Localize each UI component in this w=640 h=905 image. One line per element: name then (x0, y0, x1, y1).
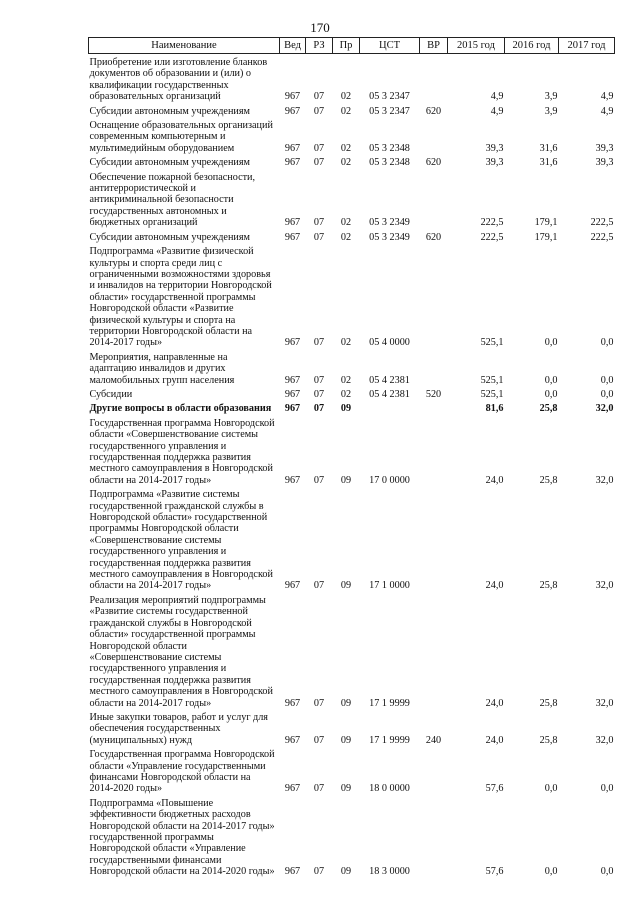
cell-cst: 05 4 2381 (369, 388, 410, 400)
cell-cst: 17 1 9999 (369, 697, 410, 709)
cell-rz: 07 (313, 231, 325, 243)
cell-y2016: 25,8 (539, 580, 558, 592)
cell-y2016: 25,8 (539, 474, 558, 486)
cell-ved: 967 (284, 580, 301, 592)
cell-rz: 07 (313, 697, 325, 709)
cell-y2015: 525,1 (480, 388, 504, 400)
cell-ved: 967 (284, 474, 301, 486)
header-name: Наименование (89, 38, 280, 54)
cell-y2017: 0,0 (600, 388, 614, 400)
cell-vr (420, 486, 448, 592)
cell-ved: 967 (284, 142, 301, 154)
cell-name: Подпрограмма «Повышение эффективности бюджетных расходов Новгородской области на 2014-2017 годы» государственной программы Новгородской области «Управление государственными финансами Новгородской области на 2014-2020 годы» (89, 797, 275, 878)
cell-pr: 09 (340, 403, 352, 415)
table-row (89, 795, 615, 878)
cell-y2016: 0,0 (544, 388, 558, 400)
cell-vr (420, 117, 448, 154)
cell-rz: 07 (313, 337, 325, 349)
cell-cst: 17 1 9999 (369, 734, 410, 746)
cell-y2015: 525,1 (480, 337, 504, 349)
cell-pr: 09 (340, 866, 352, 878)
cell-vr: 240 (425, 734, 442, 746)
cell-vr (420, 169, 448, 229)
cell-rz: 07 (313, 866, 325, 878)
cell-y2017: 32,0 (595, 697, 614, 709)
cell-y2015: 24,0 (485, 697, 504, 709)
header-2016: 2016 год (505, 38, 559, 54)
page-number: 170 (310, 20, 330, 35)
cell-y2015: 39,3 (485, 142, 504, 154)
cell-name: Субсидии автономным учреждениям (89, 231, 250, 243)
cell-name: Подпрограмма «Развитие физической культуры и спорта среди лиц с ограниченными возможностями здоровья и инвалидов на территории Новгородской области» государственной программы Новгородской области «Развитие физической культуры и спорта на территории Новгородской области на 2014-2017 годы» (89, 246, 272, 349)
cell-name: Подпрограмма «Развитие системы государственной гражданской службы в Новгородской области» государственной программы Новгородской области «Совершенствование системы государственного управления и государственная поддержка развития местного самоуправления в Новгородской области на 2014-2017 годы» (89, 489, 273, 592)
cell-ved: 967 (284, 866, 301, 878)
budget-table (88, 37, 615, 878)
table-row (89, 349, 615, 386)
cell-y2015: 24,0 (485, 734, 504, 746)
cell-y2016: 0,0 (544, 374, 558, 386)
cell-y2016: 3,9 (544, 91, 558, 103)
cell-vr (420, 592, 448, 709)
cell-y2016: 3,9 (544, 105, 558, 117)
cell-y2015: 57,6 (485, 866, 504, 878)
cell-pr: 09 (340, 474, 352, 486)
cell-y2017: 0,0 (600, 374, 614, 386)
cell-name: Государственная программа Новгородской области «Совершенствование системы государственного управления и государственная поддержка развития местного самоуправления в Новгородской области на 2014-2017 годы» (89, 417, 275, 486)
header-vr: ВР (420, 38, 448, 54)
cell-y2015: 81,6 (485, 403, 504, 415)
cell-y2015: 24,0 (485, 474, 504, 486)
cell-pr: 02 (340, 91, 352, 103)
cell-cst: 05 3 2347 (369, 91, 410, 103)
cell-y2016: 25,8 (539, 697, 558, 709)
cell-y2016: 179,1 (534, 217, 558, 229)
cell-cst (360, 400, 420, 414)
cell-vr (420, 795, 448, 878)
cell-vr (420, 243, 448, 349)
cell-y2017: 222,5 (590, 231, 614, 243)
table-row (89, 54, 615, 103)
cell-ved: 967 (284, 388, 301, 400)
cell-pr: 09 (340, 580, 352, 592)
cell-cst: 05 3 2348 (369, 142, 410, 154)
table-body (89, 54, 615, 878)
cell-rz: 07 (313, 105, 325, 117)
cell-name: Субсидии автономным учреждениям (89, 157, 250, 169)
header-pr: Пр (333, 38, 360, 54)
cell-cst: 18 0 0000 (369, 783, 410, 795)
table-row (89, 103, 615, 117)
cell-y2015: 24,0 (485, 580, 504, 592)
cell-y2015: 525,1 (480, 374, 504, 386)
cell-y2015: 222,5 (480, 217, 504, 229)
cell-cst: 17 1 0000 (369, 580, 410, 592)
cell-pr: 02 (340, 231, 352, 243)
cell-ved: 967 (284, 105, 301, 117)
cell-name: Оснащение образовательных организаций современным компьютерным и мультимедийным оборудованием (89, 120, 273, 154)
cell-pr: 09 (340, 734, 352, 746)
cell-vr: 520 (425, 388, 442, 400)
cell-y2017: 0,0 (600, 783, 614, 795)
header-2015: 2015 год (448, 38, 505, 54)
cell-rz: 07 (313, 388, 325, 400)
cell-rz: 07 (313, 580, 325, 592)
cell-y2017: 0,0 (600, 337, 614, 349)
cell-name: Реализация мероприятий подпрограммы «Развитие системы государственной гражданской службы в Новгородской области» государственной программы Новгородской области «Совершенствование системы государственного управления и государственная поддержка развития местного самоуправления в Новгородской области на 2014-2017 годы» (89, 594, 273, 709)
table-row (89, 386, 615, 400)
cell-y2017: 39,3 (595, 157, 614, 169)
cell-y2016: 31,6 (539, 157, 558, 169)
cell-y2017: 32,0 (595, 580, 614, 592)
cell-name: Субсидии автономным учреждениям (89, 105, 250, 117)
cell-cst: 05 3 2348 (369, 157, 410, 169)
cell-cst: 18 3 0000 (369, 866, 410, 878)
cell-pr: 02 (340, 157, 352, 169)
table-row (89, 229, 615, 243)
cell-pr: 09 (340, 783, 352, 795)
cell-pr: 02 (340, 337, 352, 349)
cell-y2015: 57,6 (485, 783, 504, 795)
cell-y2017: 4,9 (600, 91, 614, 103)
cell-ved: 967 (284, 91, 301, 103)
cell-y2017: 4,9 (600, 105, 614, 117)
cell-vr: 620 (425, 105, 442, 117)
cell-y2016: 31,6 (539, 142, 558, 154)
cell-name: Иные закупки товаров, работ и услуг для обеспечения государственных (муниципальных) нужд (89, 711, 268, 746)
table-row (89, 117, 615, 154)
cell-ved: 967 (284, 734, 301, 746)
cell-cst: 05 4 2381 (369, 374, 410, 386)
cell-rz: 07 (313, 474, 325, 486)
cell-rz: 07 (313, 734, 325, 746)
cell-name: Государственная программа Новгородской области «Управление государственными финансами Новгородской области на 2014-2020 годы» (89, 749, 275, 795)
cell-ved: 967 (284, 337, 301, 349)
table-row (89, 709, 615, 746)
cell-cst: 05 4 0000 (369, 337, 410, 349)
cell-cst: 05 3 2349 (369, 231, 410, 243)
cell-y2015: 39,3 (485, 157, 504, 169)
cell-pr: 02 (340, 142, 352, 154)
cell-vr: 620 (425, 157, 442, 169)
table-row (89, 169, 615, 229)
cell-ved: 967 (284, 157, 301, 169)
cell-cst: 17 0 0000 (369, 474, 410, 486)
cell-vr (420, 54, 448, 103)
table-row (89, 486, 615, 592)
cell-y2017: 32,0 (595, 403, 614, 415)
cell-vr (420, 415, 448, 486)
header-ved: Вед (280, 38, 306, 54)
cell-vr (420, 746, 448, 795)
cell-rz: 07 (313, 403, 325, 415)
cell-y2016: 0,0 (544, 337, 558, 349)
cell-ved: 967 (284, 217, 301, 229)
table-row (89, 592, 615, 709)
table-row (89, 746, 615, 795)
cell-y2017: 39,3 (595, 142, 614, 154)
table-row (89, 243, 615, 349)
cell-y2017: 32,0 (595, 734, 614, 746)
cell-rz: 07 (313, 217, 325, 229)
cell-ved: 967 (284, 403, 301, 415)
cell-cst: 05 3 2347 (369, 105, 410, 117)
cell-y2016: 25,8 (539, 734, 558, 746)
cell-y2017: 0,0 (600, 866, 614, 878)
table-header (89, 38, 615, 54)
cell-vr: 620 (425, 231, 442, 243)
cell-pr: 02 (340, 388, 352, 400)
cell-name: Другие вопросы в области образования (89, 403, 272, 415)
cell-vr (420, 400, 448, 414)
header-row (89, 38, 615, 54)
cell-ved: 967 (284, 374, 301, 386)
cell-ved: 967 (284, 231, 301, 243)
header-rz: РЗ (306, 38, 333, 54)
cell-pr: 09 (340, 697, 352, 709)
cell-rz: 07 (313, 374, 325, 386)
cell-y2017: 32,0 (595, 474, 614, 486)
cell-rz: 07 (313, 91, 325, 103)
cell-rz: 07 (313, 142, 325, 154)
cell-y2016: 0,0 (544, 866, 558, 878)
cell-name: Обеспечение пожарной безопасности, антитеррористической и антикриминальной безопасности государственных автономных и бюджетных организаций (89, 171, 256, 229)
cell-pr: 02 (340, 374, 352, 386)
table-row (89, 154, 615, 168)
cell-pr: 02 (340, 217, 352, 229)
header-cst: ЦСТ (360, 38, 420, 54)
cell-y2016: 0,0 (544, 783, 558, 795)
cell-y2017: 222,5 (590, 217, 614, 229)
table-row (89, 415, 615, 486)
header-2017: 2017 год (559, 38, 615, 54)
cell-y2015: 222,5 (480, 231, 504, 243)
cell-y2015: 4,9 (490, 105, 504, 117)
cell-ved: 967 (284, 783, 301, 795)
cell-name: Приобретение или изготовление бланков документов об образовании и (или) о квалификации государственных образовательных организаций (89, 57, 268, 103)
cell-ved: 967 (284, 697, 301, 709)
cell-name: Субсидии (89, 388, 133, 400)
cell-cst: 05 3 2349 (369, 217, 410, 229)
cell-name: Мероприятия, направленные на адаптацию инвалидов и других маломобильных групп населения (89, 351, 235, 386)
cell-pr: 02 (340, 105, 352, 117)
table-row (89, 400, 615, 414)
cell-y2016: 25,8 (539, 403, 558, 415)
cell-y2016: 179,1 (534, 231, 558, 243)
cell-rz: 07 (313, 157, 325, 169)
cell-vr (420, 349, 448, 386)
cell-rz: 07 (313, 783, 325, 795)
cell-y2015: 4,9 (490, 91, 504, 103)
